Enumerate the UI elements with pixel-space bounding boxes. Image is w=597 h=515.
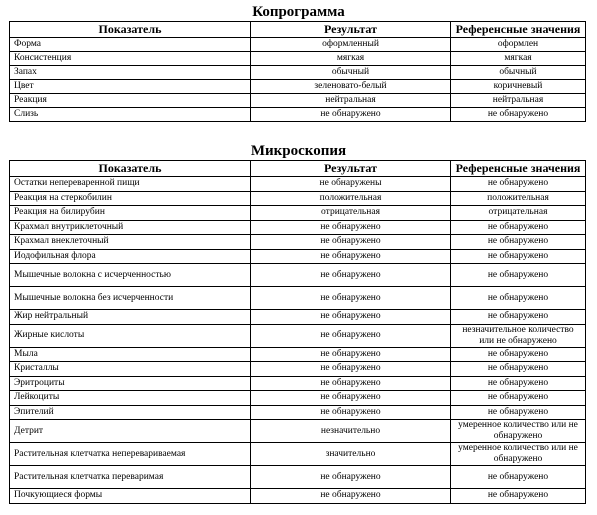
reference-cell: не обнаружено (451, 347, 586, 362)
table-row (10, 52, 586, 66)
result-cell: положительная (251, 191, 451, 206)
indicator-cell: Реакция (10, 94, 251, 108)
reference-cell: не обнаружено (451, 177, 586, 192)
result-cell: не обнаружено (251, 324, 451, 347)
result-cell: мягкая (251, 52, 451, 66)
result-cell: не обнаружено (251, 264, 451, 287)
reference-cell: незначительное количество или не обнаружено (451, 324, 586, 347)
result-cell: не обнаружено (251, 220, 451, 235)
reference-cell: не обнаружено (451, 264, 586, 287)
table-row (10, 80, 586, 94)
table-row (10, 264, 586, 287)
table-row (10, 489, 586, 504)
reference-cell: не обнаружено (451, 466, 586, 489)
indicator-cell: Почкующиеся формы (10, 489, 251, 504)
reference-cell: не обнаружено (451, 310, 586, 325)
indicator-cell: Консистенция (10, 52, 251, 66)
result-cell: зеленовато-белый (251, 80, 451, 94)
microscopy-title: Микроскопия (250, 143, 347, 159)
indicator-cell: Реакция на билирубин (10, 206, 251, 221)
table-row (10, 66, 586, 80)
result-cell: обычный (251, 66, 451, 80)
reference-cell: не обнаружено (451, 235, 586, 250)
result-cell: не обнаружено (251, 249, 451, 264)
reference-cell: коричневый (451, 80, 586, 94)
table-row (10, 310, 586, 325)
reference-cell: нейтральная (451, 94, 586, 108)
result-cell: не обнаружено (251, 287, 451, 310)
reference-cell: не обнаружено (451, 405, 586, 420)
reference-cell: не обнаружено (451, 376, 586, 391)
column-header: Показатель (10, 22, 251, 38)
table-row (10, 235, 586, 250)
result-cell: не обнаружено (251, 391, 451, 406)
table-row (10, 287, 586, 310)
reference-cell: не обнаружено (451, 287, 586, 310)
result-cell: не обнаружено (251, 310, 451, 325)
column-header: Референсные значения (451, 161, 586, 177)
result-cell: значительно (251, 443, 451, 466)
result-cell: не обнаружено (251, 405, 451, 420)
indicator-cell: Детрит (10, 420, 251, 443)
table-row (10, 38, 586, 52)
result-cell: не обнаружено (251, 362, 451, 377)
table-header-row (10, 22, 586, 38)
indicator-cell: Эритроциты (10, 376, 251, 391)
result-cell: нейтральная (251, 94, 451, 108)
table-row (10, 249, 586, 264)
table-row (10, 206, 586, 221)
reference-cell: не обнаружено (451, 489, 586, 504)
indicator-cell: Слизь (10, 108, 251, 122)
reference-cell: мягкая (451, 52, 586, 66)
table-row (10, 108, 586, 122)
indicator-cell: Растительная клетчатка неперевариваемая (10, 443, 251, 466)
result-cell: не обнаружено (251, 489, 451, 504)
table-row (10, 376, 586, 391)
coprogram-title: Копрограмма (252, 4, 345, 20)
result-cell: не обнаружено (251, 376, 451, 391)
table-row (10, 362, 586, 377)
reference-cell: не обнаружено (451, 249, 586, 264)
indicator-cell: Остатки непереваренной пищи (10, 177, 251, 192)
reference-cell: оформлен (451, 38, 586, 52)
result-cell: оформленный (251, 38, 451, 52)
indicator-cell: Мышечные волокна без исчерченности (10, 287, 251, 310)
table-row (10, 94, 586, 108)
indicator-cell: Крахмал внеклеточный (10, 235, 251, 250)
reference-cell: не обнаружено (451, 108, 586, 122)
result-cell: не обнаружено (251, 347, 451, 362)
table-row (10, 420, 586, 443)
table-header-row (10, 161, 586, 177)
reference-cell: отрицательная (451, 206, 586, 221)
indicator-cell: Лейкоциты (10, 391, 251, 406)
indicator-cell: Жир нейтральный (10, 310, 251, 325)
reference-cell: умеренное количество или не обнаружено (451, 443, 586, 466)
result-cell: не обнаружены (251, 177, 451, 192)
reference-cell: обычный (451, 66, 586, 80)
table-row (10, 220, 586, 235)
indicator-cell: Реакция на стеркобилин (10, 191, 251, 206)
reference-cell: не обнаружено (451, 362, 586, 377)
table-row (10, 347, 586, 362)
indicator-cell: Запах (10, 66, 251, 80)
result-cell: отрицательная (251, 206, 451, 221)
indicator-cell: Цвет (10, 80, 251, 94)
table-row (10, 405, 586, 420)
reference-cell: не обнаружено (451, 220, 586, 235)
reference-cell: не обнаружено (451, 391, 586, 406)
result-cell: не обнаружено (251, 466, 451, 489)
table-row (10, 177, 586, 192)
indicator-cell: Эпителий (10, 405, 251, 420)
indicator-cell: Иодофильная флора (10, 249, 251, 264)
reference-cell: умеренное количество или не обнаружено (451, 420, 586, 443)
result-cell: незначительно (251, 420, 451, 443)
result-cell: не обнаружено (251, 108, 451, 122)
indicator-cell: Кристаллы (10, 362, 251, 377)
table-row (10, 443, 586, 466)
column-header: Показатель (10, 161, 251, 177)
reference-cell: положительная (451, 191, 586, 206)
column-header: Результат (251, 22, 451, 38)
column-header: Результат (251, 161, 451, 177)
table-row (10, 191, 586, 206)
table-row (10, 466, 586, 489)
indicator-cell: Растительная клетчатка переваримая (10, 466, 251, 489)
coprogram-table (9, 21, 586, 122)
table-row (10, 324, 586, 347)
indicator-cell: Крахмал внутриклеточный (10, 220, 251, 235)
indicator-cell: Форма (10, 38, 251, 52)
indicator-cell: Мышечные волокна с исчерченностью (10, 264, 251, 287)
microscopy-table (9, 160, 586, 504)
table-row (10, 391, 586, 406)
result-cell: не обнаружено (251, 235, 451, 250)
indicator-cell: Мыла (10, 347, 251, 362)
column-header: Референсные значения (451, 22, 586, 38)
indicator-cell: Жирные кислоты (10, 324, 251, 347)
